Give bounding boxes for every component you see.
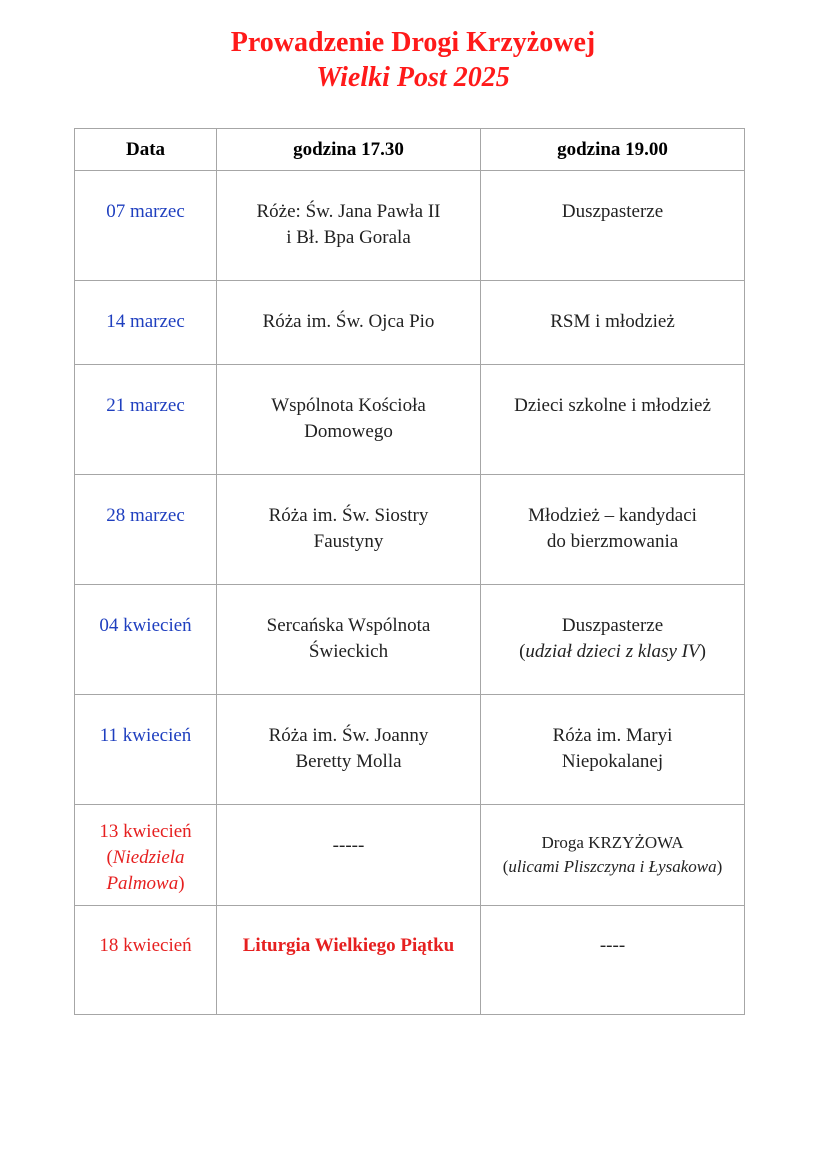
header-1730: godzina 17.30: [217, 129, 481, 171]
table-row: [75, 281, 745, 365]
cell-1900: Droga KRZYŻOWA (ulicami Pliszczyna i Łysakowa): [481, 805, 745, 906]
table-row: [75, 805, 745, 906]
cell-1730: Wspólnota Kościoła Domowego: [217, 365, 481, 475]
date-cell: 04 kwiecień: [75, 585, 217, 695]
cell-1730: Sercańska Wspólnota Świeckich: [217, 585, 481, 695]
page-subtitle: Wielki Post 2025: [316, 62, 510, 93]
cell-1900: Dzieci szkolne i młodzież: [481, 365, 745, 475]
table-row: [75, 906, 745, 1015]
date-cell: 18 kwiecień: [75, 906, 217, 1015]
table-row: [75, 585, 745, 695]
date-cell: 07 marzec: [75, 171, 217, 281]
cell-1730: Róże: Św. Jana Pawła II i Bł. Bpa Gorala: [217, 171, 481, 281]
cell-1900: Róża im. Maryi Niepokalanej: [481, 695, 745, 805]
cell-1730: Liturgia Wielkiego Piątku: [217, 906, 481, 1015]
cell-1730: Róża im. Św. Joanny Beretty Molla: [217, 695, 481, 805]
table-row: [75, 695, 745, 805]
cell-1900: RSM i młodzież: [481, 281, 745, 365]
page-title: Prowadzenie Drogi Krzyżowej: [230, 27, 596, 58]
cell-1730: Róża im. Św. Ojca Pio: [217, 281, 481, 365]
cell-1900: Młodzież – kandydaci do bierzmowania: [481, 475, 745, 585]
schedule-table: [74, 128, 745, 1015]
date-cell: 13 kwiecień (Niedziela Palmowa): [75, 805, 217, 906]
date-cell: 21 marzec: [75, 365, 217, 475]
header-1900: godzina 19.00: [481, 129, 745, 171]
cell-1730: -----: [217, 805, 481, 906]
table-row: [75, 365, 745, 475]
cell-1900: Duszpasterze (udział dzieci z klasy IV): [481, 585, 745, 695]
header-date: Data: [75, 129, 217, 171]
cell-1900: Duszpasterze: [481, 171, 745, 281]
cell-1900: ----: [481, 906, 745, 1015]
table-header-row: [75, 129, 745, 171]
date-cell: 28 marzec: [75, 475, 217, 585]
table-row: [75, 171, 745, 281]
date-cell: 14 marzec: [75, 281, 217, 365]
table-row: [75, 475, 745, 585]
cell-1730: Róża im. Św. Siostry Faustyny: [217, 475, 481, 585]
date-cell: 11 kwiecień: [75, 695, 217, 805]
